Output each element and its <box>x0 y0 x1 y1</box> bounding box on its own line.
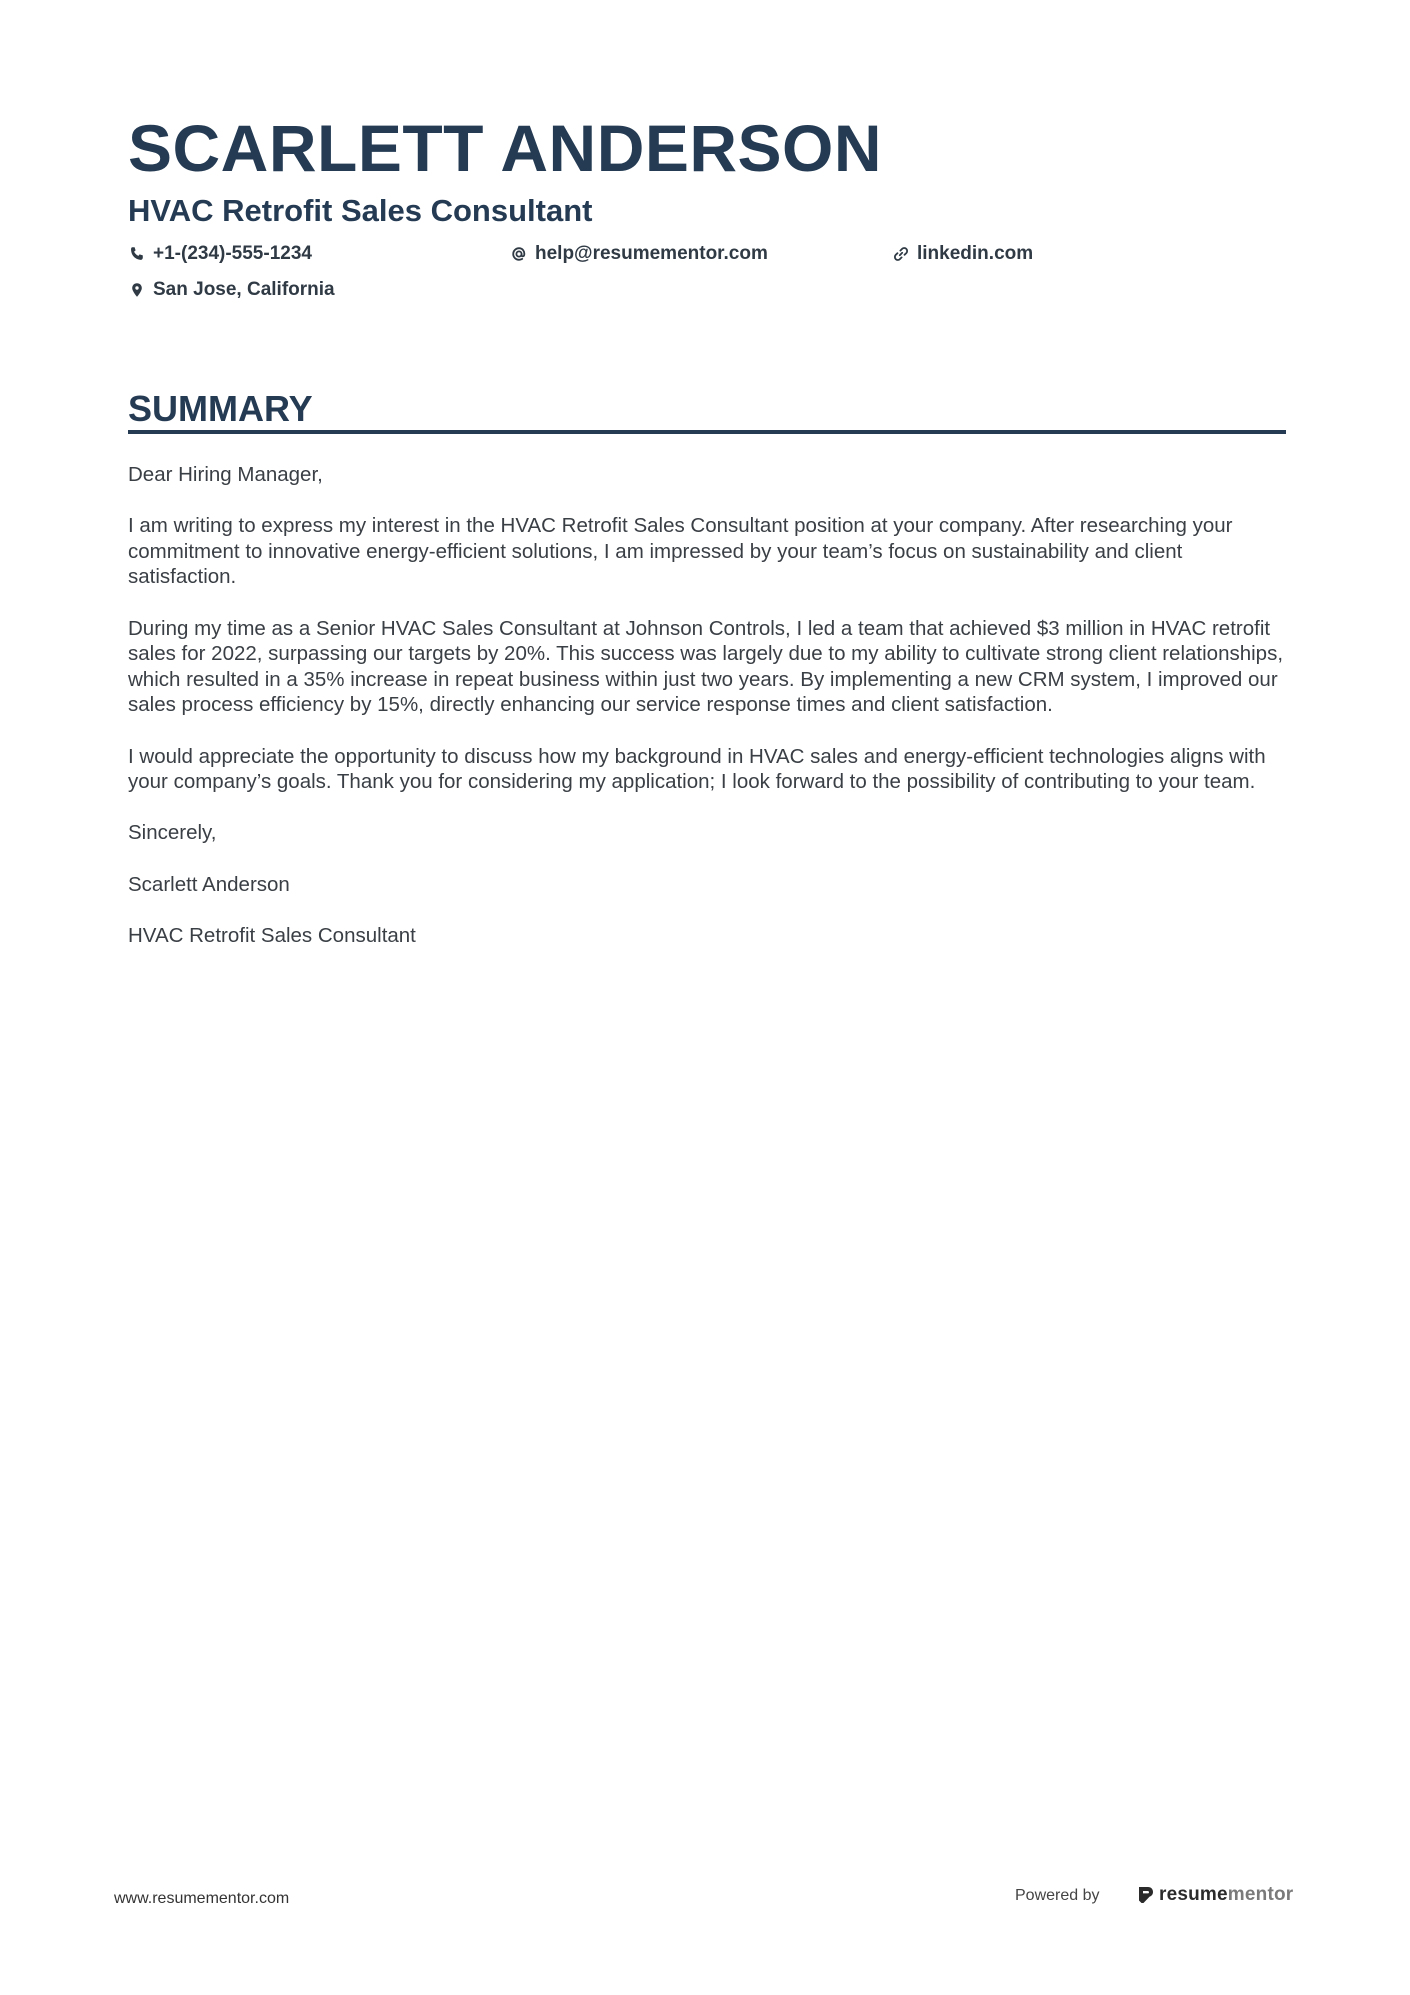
contact-linkedin <box>892 242 1033 266</box>
location-pin-icon <box>128 281 146 299</box>
link-icon <box>892 245 910 263</box>
phone-icon <box>128 245 146 263</box>
email-address[interactable]: help@resumementor.com <box>535 243 768 264</box>
candidate-title: HVAC Retrofit Sales Consultant <box>128 193 593 228</box>
letter-closing: Sincerely, <box>128 821 217 845</box>
letter-salutation: Dear Hiring Manager, <box>128 463 323 486</box>
section-heading-summary: SUMMARY <box>128 388 313 429</box>
letter-paragraph: I would appreciate the opportunity to discuss how my background in HVAC sales and energy-efficient technologies aligns with your company’s goals. Thank you for considering my application; I look forward to the possibility of contributing to your team. <box>128 744 1266 794</box>
contact-phone <box>128 242 312 266</box>
contact-email <box>510 242 768 266</box>
brand-wordmark-light: mentor <box>1227 1884 1294 1905</box>
brand-wordmark-strong: resume <box>1159 1884 1228 1905</box>
candidate-name: SCARLETT ANDERSON <box>128 111 883 185</box>
location-text: San Jose, California <box>153 279 335 300</box>
letter-paragraph: I am writing to express my interest in the HVAC Retrofit Sales Consultant position at your company. After researching your commitment to innovative energy-efficient solutions, I am impressed by your team’s focus on sustainability and client satisfaction. <box>128 514 1233 589</box>
brand-wordmark <box>1159 1884 1293 1906</box>
signature-name: Scarlett Anderson <box>128 872 290 896</box>
section-divider <box>128 430 1286 434</box>
footer-powered-by: Powered by <box>1015 1887 1100 1904</box>
footer-website-link[interactable]: www.resumementor.com <box>114 1890 290 1907</box>
signature-title: HVAC Retrofit Sales Consultant <box>128 923 416 947</box>
brand-logo[interactable] <box>1137 1884 1293 1906</box>
phone-number: +1-(234)-555-1234 <box>153 243 312 264</box>
contact-location <box>128 278 335 302</box>
letter-body <box>128 462 1286 974</box>
letter-paragraph: During my time as a Senior HVAC Sales Consultant at Johnson Controls, I led a team that achieved $3 million in HVAC retrofit sales for 2022, surpassing our targets by 20%. This success was largely due to my ability to cultivate strong client relationships, which resulted in a 35% increase in repeat business within just two years. By implementing a new CRM system, I improved our sales process efficiency by 15%, directly enhancing our service response times and client satisfaction. <box>128 616 1284 717</box>
linkedin-link[interactable]: linkedin.com <box>917 243 1034 264</box>
resumementor-logo-icon <box>1137 1885 1155 1905</box>
at-icon <box>510 245 528 263</box>
